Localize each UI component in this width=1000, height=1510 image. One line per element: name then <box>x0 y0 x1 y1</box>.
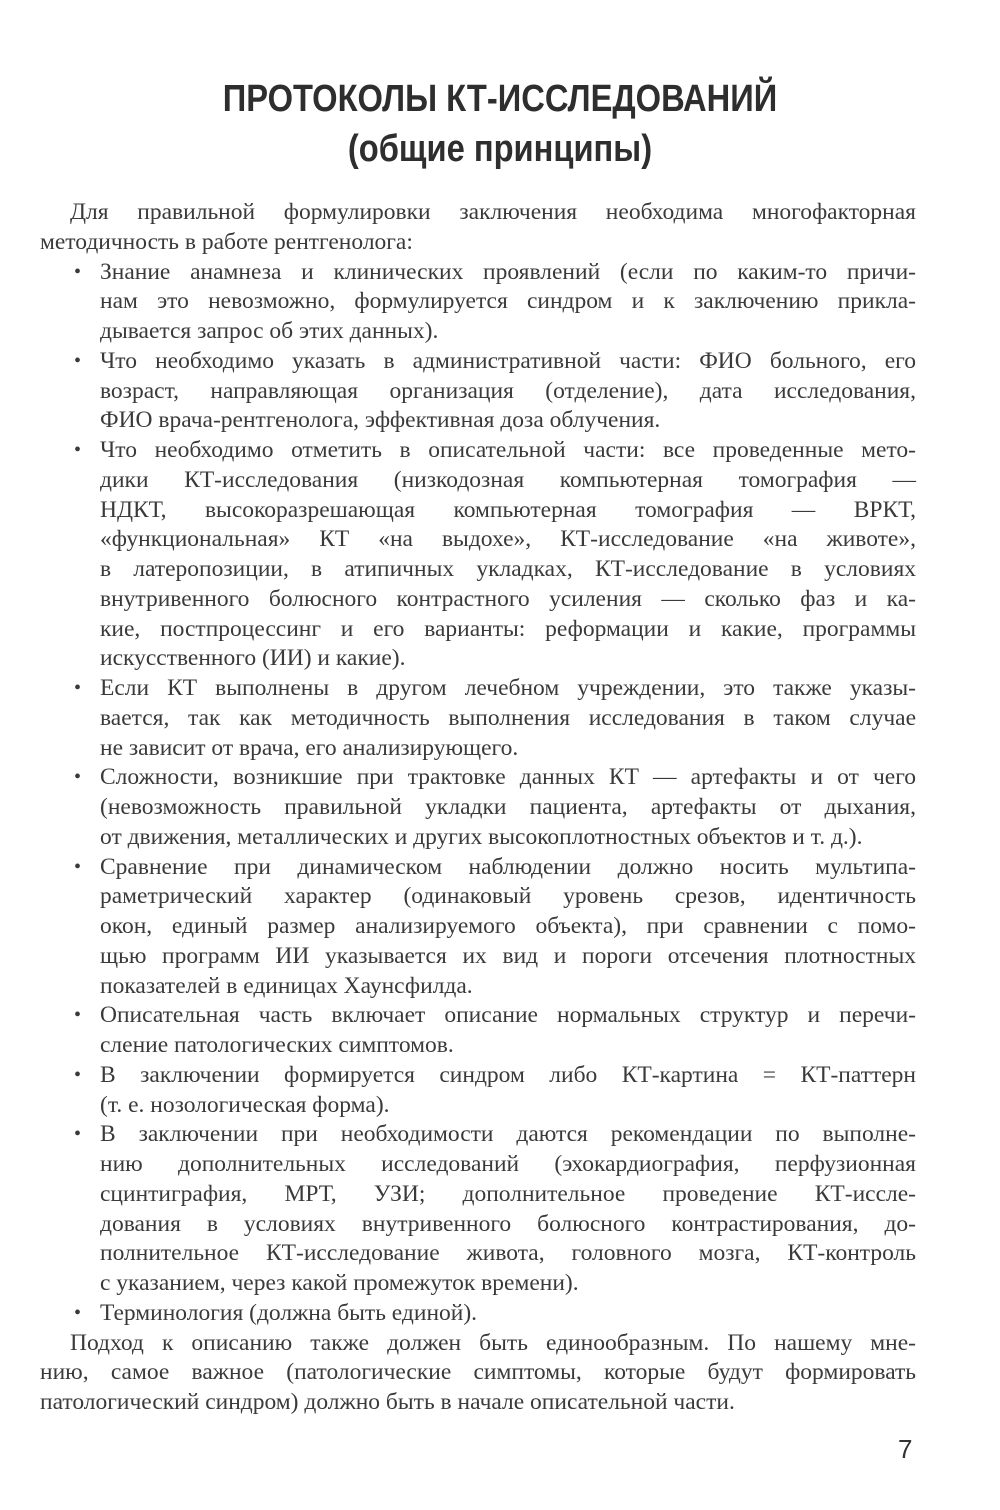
line-text: ФИО врача-рентгенолога, эффективная доза облучения. <box>100 407 661 434</box>
text-line <box>40 1210 916 1240</box>
text-line <box>40 347 916 377</box>
closing-paragraph <box>40 1329 916 1418</box>
text-line <box>40 644 916 674</box>
text-line <box>40 704 916 734</box>
text-line <box>40 793 916 823</box>
bullet-icon: • <box>74 439 82 461</box>
line-text: Подход к описанию также должен быть единообразным. По нашему мне- <box>70 1329 916 1356</box>
line-text: щью программ ИИ указывается их вид и пороги отсечения плотностных <box>100 942 916 969</box>
text-line <box>40 377 916 407</box>
line-text: внутривенного болюсного контрастного усиления — сколько фаз и ка- <box>100 585 916 612</box>
text-line <box>40 1388 916 1418</box>
line-text: сление патологических симптомов. <box>100 1032 454 1058</box>
line-text: нию, самое важное (патологические симптомы, которые будут формировать <box>40 1359 916 1386</box>
line-text: сцинтиграфия, МРТ, УЗИ; дополнительное проведение КТ-иссле- <box>100 1180 916 1207</box>
bullet-icon: • <box>74 349 82 372</box>
line-text: Описательная часть включает описание нормальных структур и перечи- <box>100 1002 916 1029</box>
page-number: 7 <box>898 1434 913 1464</box>
text-line <box>40 1031 916 1061</box>
text-line <box>40 972 916 1002</box>
bullet-item <box>40 347 916 436</box>
bullet-item <box>40 1001 916 1061</box>
bullet-icon: • <box>74 766 82 789</box>
text-line <box>40 555 916 585</box>
text-line <box>40 823 916 853</box>
text-line <box>40 1269 916 1299</box>
text-line <box>40 734 916 764</box>
text-line <box>40 1239 916 1269</box>
bullet-item <box>40 853 916 1002</box>
page-title: ПРОТОКОЛЫ КТ-ИССЛЕДОВАНИЙ <box>222 78 778 120</box>
text-line <box>40 525 916 555</box>
text-line <box>40 1299 916 1329</box>
bullet-icon: • <box>74 677 82 699</box>
line-text: показателей в единицах Хаунсфилда. <box>100 972 473 999</box>
text-line <box>40 912 916 942</box>
line-text: кие, постпроцессинг и его варианты: реформации и какие, программы <box>100 615 916 642</box>
line-text: искусственного (ИИ) и какие). <box>100 645 406 672</box>
text-line <box>40 1061 916 1091</box>
text-line <box>40 228 916 258</box>
line-text: дики КТ-исследования (низкодозная компьютерная томография — <box>100 466 916 493</box>
text-line <box>40 882 916 912</box>
text-line <box>40 674 916 704</box>
text-line <box>40 1150 916 1180</box>
text-line <box>40 198 916 228</box>
line-text: «функциональная» КТ «на выдохе», КТ-исследование «на животе», <box>100 526 916 553</box>
line-text: НДКТ, высокоразрешающая компьютерная томография — ВРКТ, <box>100 496 916 523</box>
bullet-icon: • <box>74 855 82 878</box>
line-text: дывается запрос об этих данных). <box>100 318 439 344</box>
line-text: возраст, направляющая организация (отделение), дата исследования, <box>100 377 916 404</box>
bullet-item <box>40 436 916 674</box>
text-line <box>40 436 916 466</box>
line-text: окон, единый размер анализируемого объекта), при сравнении с помо- <box>100 913 916 939</box>
text-line <box>40 1091 916 1121</box>
bullet-icon: • <box>74 260 82 283</box>
text-line <box>40 1358 916 1388</box>
body-text <box>40 198 916 1418</box>
bullet-icon: • <box>74 1004 82 1027</box>
line-text: Сравнение при динамическом наблюдении должно носить мультипа- <box>100 853 916 880</box>
text-line <box>40 258 916 288</box>
line-text: Знание анамнеза и клинических проявлений (если по каким-то причи- <box>100 258 916 285</box>
bullet-icon: • <box>74 1123 82 1146</box>
text-line <box>40 466 916 496</box>
intro-paragraph <box>40 198 916 258</box>
line-text: Что необходимо отметить в описательной части: все проведенные мето- <box>100 437 916 463</box>
line-text: патологический синдром) должно быть в начале описательной части. <box>40 1389 735 1415</box>
page-subtitle: (общие принципы) <box>347 128 653 170</box>
bullet-item <box>40 1299 916 1329</box>
bullet-icon: • <box>74 1063 82 1086</box>
line-text: не зависит от врача, его анализирующего. <box>100 734 519 761</box>
line-text: вается, так как методичность выполнения исследования в таком случае <box>100 704 916 731</box>
text-line <box>40 1180 916 1210</box>
line-text: нию дополнительных исследований (эхокардиография, перфузионная <box>100 1151 916 1177</box>
line-text: (невозможность правильной укладки пациента, артефакты от дыхания, <box>100 794 916 820</box>
line-text: нам это невозможно, формулируется синдром и к заключению прикла- <box>100 288 916 315</box>
text-line <box>40 853 916 883</box>
text-line <box>40 585 916 615</box>
text-line <box>40 1329 916 1359</box>
line-text: В заключении формируется синдром либо КТ-картина = КТ-паттерн <box>100 1061 916 1088</box>
line-text: раметрический характер (одинаковый уровень срезов, идентичность <box>100 883 916 910</box>
text-line <box>40 1001 916 1031</box>
text-line <box>40 287 916 317</box>
line-text: (т. е. нозологическая форма). <box>100 1091 390 1118</box>
line-text: методичность в работе рентгенолога: <box>40 228 413 255</box>
text-line <box>40 763 916 793</box>
text-line <box>40 317 916 347</box>
line-text: дования в условиях внутривенного болюсного контрастирования, до- <box>100 1210 916 1237</box>
line-text: В заключении при необходимости даются рекомендации по выполне- <box>100 1121 916 1148</box>
line-text: Для правильной формулировки заключения необходима многофакторная <box>70 199 916 225</box>
text-line <box>40 496 916 526</box>
line-text: Если КТ выполнены в другом лечебном учреждении, это также указы- <box>100 675 916 701</box>
line-text: с указанием, через какой промежуток времени). <box>100 1270 579 1296</box>
bullet-item <box>40 763 916 852</box>
bullet-item <box>40 1061 916 1121</box>
bullet-item <box>40 674 916 763</box>
line-text: в латеропозиции, в атипичных укладках, КТ-исследование в условиях <box>100 556 916 582</box>
text-line <box>40 942 916 972</box>
text-line <box>40 1120 916 1150</box>
bullet-item <box>40 258 916 347</box>
bullet-icon: • <box>74 1301 82 1324</box>
line-text: от движения, металлических и других высокоплотностных объектов и т. д.). <box>100 823 863 850</box>
text-line <box>40 615 916 645</box>
text-line <box>40 406 916 436</box>
line-text: Что необходимо указать в административной части: ФИО больного, его <box>100 347 916 374</box>
line-text: полнительное КТ-исследование живота, головного мозга, КТ-контроль <box>100 1240 916 1267</box>
bullet-item <box>40 1120 916 1299</box>
line-text: Терминология (должна быть единой). <box>100 1299 478 1326</box>
line-text: Сложности, возникшие при трактовке данных КТ — артефакты и от чего <box>100 764 916 791</box>
